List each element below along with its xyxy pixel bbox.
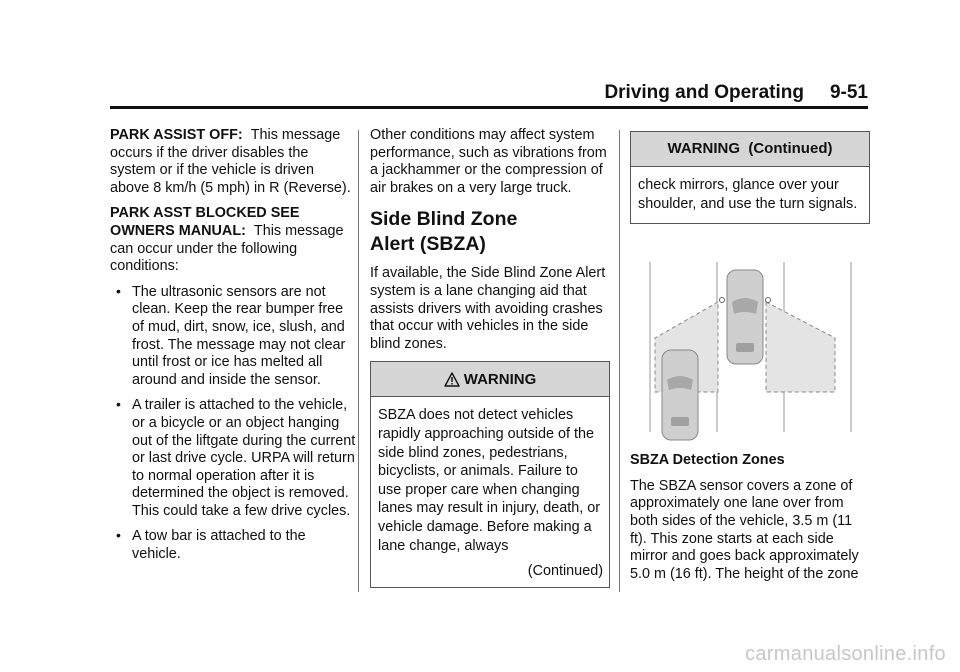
sbza-detection-zones-figure [630,230,870,452]
sbza-coverage-paragraph: The SBZA sensor covers a zone of approximately one lane over from both sides of the vehicle, 3.5 m (11 ft). This zone starts at each side mirror and goes back approximately 5.0 m (16 ft). The height of the zone [630,477,859,582]
watermark: carmanualsonline.info [745,643,946,665]
park-assist-off-text: This message occurs if the driver disables the system or if the vehicle is driven above 8 km/h (5 mph) in R (Reverse). [110,127,351,196]
warning-continued-text: check mirrors, glance over your shoulder, and use the turn signals. [638,177,858,212]
column-divider-2 [619,130,620,592]
list-item: • A tow bar is attached to the vehicle. [116,527,306,563]
park-asst-blocked-text: This message can occur under the following conditions: [110,222,344,275]
warning-title: WARNING [463,370,537,388]
conditions-list [110,284,356,564]
list-item: • A trailer is attached to the vehicle, or a bicycle or an object hanging out of the liftgate during the current or last drive cycle. URPA will return to normal operation after it is determined the object is removed. This could take a few drive cycles. [116,396,356,519]
column-divider-1 [358,130,359,592]
warning-continued-box [630,131,870,224]
section-heading: Side Blind Zone Alert (SBZA) [370,208,518,256]
warning-box [370,361,610,587]
page-number: 9-51 [829,82,868,103]
conditions-intro: Other conditions may affect system performance, such as vibrations from a jackhammer or the compression of air brakes on a very large truck. [370,127,607,196]
section-title: Driving and Operating [604,82,804,103]
page-header [110,80,868,109]
column-3 [630,127,870,591]
bullet-icon: • [116,282,121,299]
park-assist-off-paragraph [110,127,356,197]
detection-zones-illustration [630,230,870,452]
warning-triangle-icon [444,372,460,387]
warning-header [371,362,609,397]
park-assist-off-term: PARK ASSIST OFF: [110,127,243,143]
warning-continued-header [631,132,869,167]
park-asst-blocked-paragraph [110,205,356,275]
sbza-intro: If available, the Side Blind Zone Alert system is a lane changing aid that assists drivers with avoiding crashes that occur with vehicles in the side blind zones. [370,265,606,352]
header-text [604,82,868,104]
bullet-icon: • [116,396,121,413]
column-2 [370,127,610,588]
column-1 [110,127,356,572]
continued-label: (Continued) [527,563,603,580]
figure-caption: SBZA Detection Zones [630,452,785,469]
park-asst-blocked-term: PARK ASST BLOCKED SEE OWNERS MANUAL: [110,205,300,239]
warning-continued-title: WARNING (Continued) [667,140,833,158]
bullet-icon: • [116,527,121,544]
list-item: • The ultrasonic sensors are not clean. Keep the rear bumper free of mud, dirt, snow, ice, slush, and frost. The message may not clear until frost or ice has melted all around and inside the sensor. [116,282,346,388]
warning-text: SBZA does not detect vehicles rapidly approaching outside of the side blind zones, pedestrians, bicyclists, or animals. Failure to use proper care when changing lanes may result in injury, death, or vehicle damage. Before making a lane change, always [378,407,601,554]
